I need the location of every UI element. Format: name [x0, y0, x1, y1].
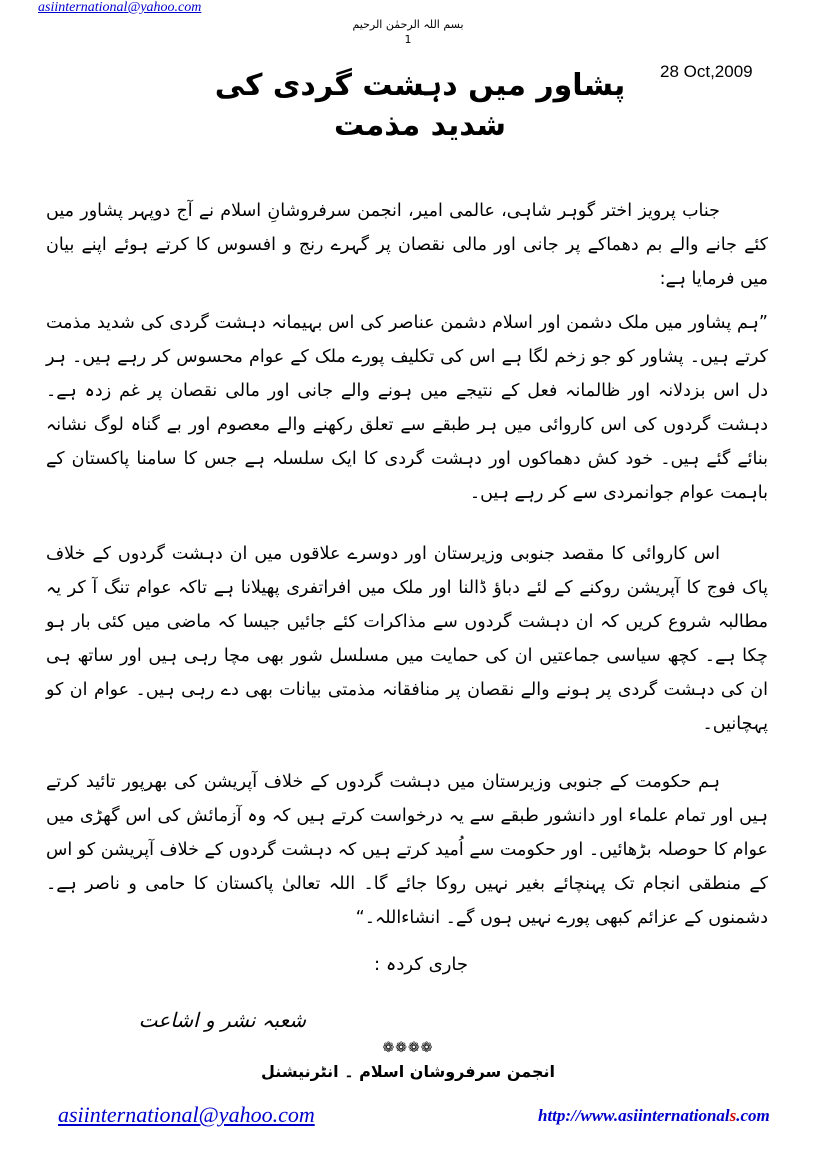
page-title: پشاور میں دہشت گردی کی شدید مذمت [214, 68, 626, 143]
website-link[interactable] [538, 1106, 770, 1126]
url-prefix: http://www.asiinternational [538, 1106, 730, 1125]
url-highlight: s [729, 1106, 737, 1125]
paragraph-statement: ”ہم پشاور میں ملک دشمن اور اسلام دشمن عناصر کی اس بہیمانہ دہشت گردی کی شدید مذمت کرتے ہیں۔ پشاور کو جو زخم لگا ہے اس کی تکلیف پورے ملک کے عوام محسوس کر رہے ہیں۔ ہر دل اس بزدلانہ اور ظالمانہ فعل کے نتیجے میں ہونے والے جانی اور مالی نقصان پر غم زدہ ہے۔ دہشت گردوں کی اس کاروائی میں ہر طبقے سے تعلق رکھنے والے معصوم اور بے گناہ لوگ نشانہ بنائے گئے ہیں۔ خود کش دھماکوں اور دہشت گردی کا ایک سلسلہ ہے جس کا سامنا پاکستان کے باہمت عوام جوانمردی سے کر رہے ہیں۔ [46, 313, 768, 503]
url-suffix: .com [736, 1106, 770, 1125]
department-signature: شعبہ نشر و اشاعت [138, 1008, 306, 1032]
ornament-divider: ❁❁❁❁ [382, 1040, 434, 1056]
paragraph-operation: اس کاروائی کا مقصد جنوبی وزیرستان اور دوسرے علاقوں میں ان دہشت گردوں کے خلاف پاک فوج کا آپریشن روکنے کے لئے دباؤ ڈالنا اور ملک میں افراتفری پھیلانا ہے تاکہ عوام تنگ آ کر یہ مطالبہ شروع کریں کہ ان دہشت گردوں سے مذاکرات کئے جائیں جیسا کہ ماضی میں کئی بار ہو چکا ہے۔ کچھ سیاسی جماعتیں ان کی حمایت میں مسلسل شور بھی مچا رہی ہیں اور ساتھ ہی ان کی دہشت گردی پر ہونے والے نقصان پر منافقانہ مذمتی بیانات بھی دے رہی ہیں۔ عوام ان کو پہچانیں۔ [46, 544, 768, 734]
footer-email-link[interactable]: asiinternational@yahoo.com [58, 1102, 315, 1127]
header-email-link[interactable]: asiinternational@yahoo.com [38, 0, 202, 15]
paragraph-support: ہم حکومت کے جنوبی وزیرستان میں دہشت گردوں کے خلاف آپریشن کی بھرپور تائید کرتے ہیں اور تمام علماء اور دانشور طبقے سے یہ درخواست کرتے ہیں کہ وہ آزمائش کی اس گھڑی میں عوام کا حوصلہ بڑھائیں۔ اور حکومت سے اُمید کرتے ہیں کہ دہشت گردوں کے خلاف آپریشن کو اس کے منطقی انجام تک پہنچائے بغیر نہیں روکا جائے گا۔ اللہ تعالیٰ پاکستان کا حامی و ناصر ہے۔ دشمنوں کے عزائم کبھی پورے نہیں ہوں گے۔ انشاءاللہ۔“ [46, 772, 768, 928]
organization-name: انجمن سرفروشان اسلام ۔ انٹرنیشنل [261, 1062, 555, 1081]
issued-by-label: جاری کردہ : [374, 954, 468, 975]
basmala: بسم اللہ الرحمٰن الرحیم [352, 18, 464, 31]
paragraph-intro: جناب پرویز اختر گوہر شاہی، عالمی امیر، انجمن سرفروشانِ اسلام نے آج دوپہر پشاور میں کئے جانے والے بم دھماکے پر جانی اور مالی نقصان پر گہرے رنج و افسوس کا کرتے ہوئے اپنے بیان میں فرمایا ہے: [46, 201, 768, 289]
page-number: 1 [404, 33, 412, 46]
document-date: 28 Oct,2009 [660, 62, 753, 81]
